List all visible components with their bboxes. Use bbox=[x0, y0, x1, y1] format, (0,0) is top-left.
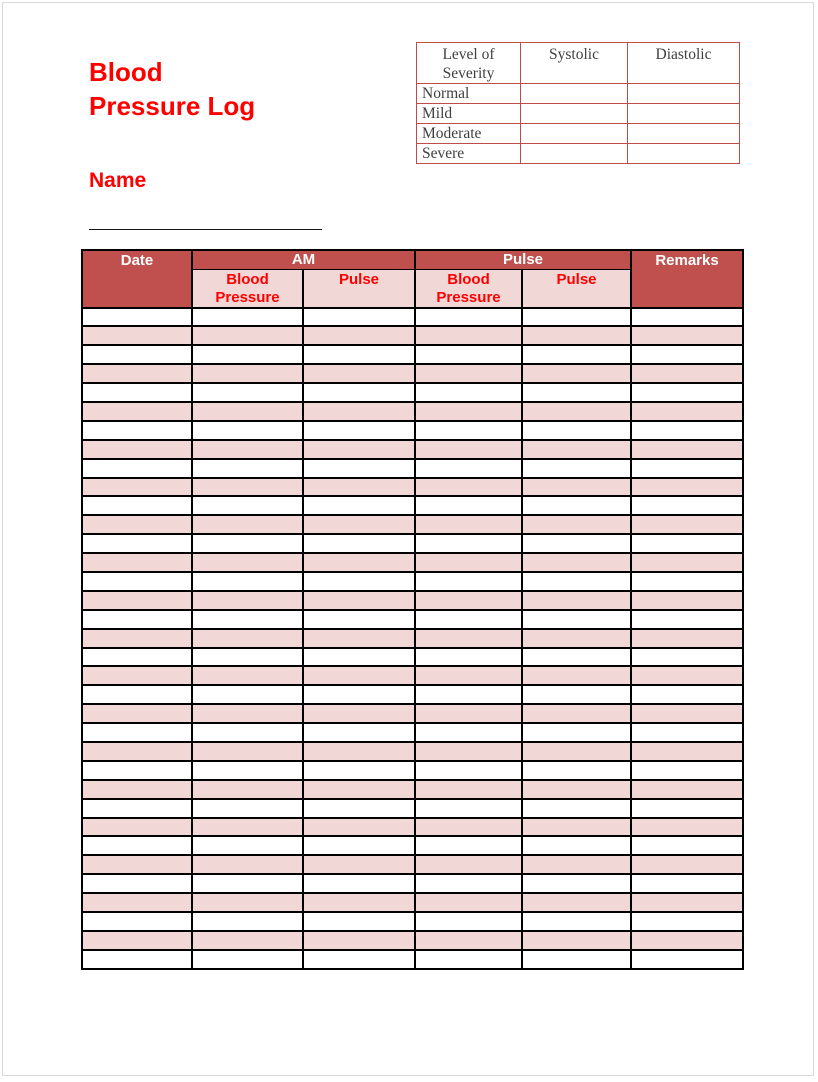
log-empty-cell bbox=[631, 572, 743, 591]
log-empty-cell bbox=[631, 799, 743, 818]
log-table-body bbox=[82, 308, 743, 969]
severity-empty-cell bbox=[521, 84, 628, 104]
log-empty-cell bbox=[631, 685, 743, 704]
log-empty-cell bbox=[522, 874, 631, 893]
log-empty-cell bbox=[82, 402, 192, 421]
log-empty-cell bbox=[82, 345, 192, 364]
severity-row-label: Mild bbox=[417, 104, 521, 124]
severity-row-label: Normal bbox=[417, 84, 521, 104]
log-row bbox=[82, 912, 743, 931]
log-empty-cell bbox=[631, 855, 743, 874]
log-empty-cell bbox=[303, 704, 415, 723]
log-row bbox=[82, 591, 743, 610]
log-empty-cell bbox=[522, 855, 631, 874]
log-empty-cell bbox=[522, 836, 631, 855]
log-empty-cell bbox=[631, 402, 743, 421]
log-row bbox=[82, 836, 743, 855]
log-empty-cell bbox=[631, 308, 743, 327]
log-empty-cell bbox=[303, 761, 415, 780]
log-empty-cell bbox=[415, 836, 522, 855]
log-empty-cell bbox=[303, 572, 415, 591]
log-empty-cell bbox=[415, 496, 522, 515]
log-row bbox=[82, 818, 743, 837]
log-empty-cell bbox=[82, 572, 192, 591]
log-row bbox=[82, 478, 743, 497]
log-empty-cell bbox=[192, 874, 303, 893]
log-empty-cell bbox=[415, 515, 522, 534]
log-empty-cell bbox=[415, 402, 522, 421]
log-empty-cell bbox=[82, 515, 192, 534]
doc-title-line2: Pressure Log bbox=[89, 91, 256, 121]
log-empty-cell bbox=[192, 440, 303, 459]
log-empty-cell bbox=[82, 666, 192, 685]
severity-empty-cell bbox=[628, 104, 740, 124]
log-empty-cell bbox=[192, 723, 303, 742]
log-empty-cell bbox=[415, 666, 522, 685]
log-empty-cell bbox=[82, 364, 192, 383]
log-empty-cell bbox=[522, 553, 631, 572]
doc-title bbox=[89, 55, 255, 123]
log-empty-cell bbox=[631, 610, 743, 629]
log-empty-cell bbox=[82, 440, 192, 459]
log-empty-cell bbox=[192, 572, 303, 591]
log-empty-cell bbox=[415, 572, 522, 591]
log-empty-cell bbox=[415, 591, 522, 610]
severity-empty-cell bbox=[628, 144, 740, 164]
severity-empty-cell bbox=[628, 124, 740, 144]
log-empty-cell bbox=[192, 818, 303, 837]
log-empty-cell bbox=[82, 912, 192, 931]
name-fill-line bbox=[89, 203, 322, 230]
log-empty-cell bbox=[82, 893, 192, 912]
log-empty-cell bbox=[82, 874, 192, 893]
log-row bbox=[82, 704, 743, 723]
log-empty-cell bbox=[192, 836, 303, 855]
severity-row-label: Moderate bbox=[417, 124, 521, 144]
log-row bbox=[82, 534, 743, 553]
log-empty-cell bbox=[522, 950, 631, 969]
log-empty-cell bbox=[415, 421, 522, 440]
severity-row bbox=[417, 124, 740, 144]
log-empty-cell bbox=[192, 402, 303, 421]
log-header-group-row bbox=[82, 250, 743, 269]
log-empty-cell bbox=[522, 534, 631, 553]
log-empty-cell bbox=[192, 893, 303, 912]
log-empty-cell bbox=[192, 742, 303, 761]
log-empty-cell bbox=[631, 874, 743, 893]
severity-empty-cell bbox=[521, 144, 628, 164]
log-row bbox=[82, 440, 743, 459]
log-row bbox=[82, 685, 743, 704]
log-empty-cell bbox=[631, 704, 743, 723]
log-empty-cell bbox=[522, 818, 631, 837]
log-row bbox=[82, 874, 743, 893]
log-row bbox=[82, 326, 743, 345]
log-empty-cell bbox=[522, 515, 631, 534]
log-empty-cell bbox=[303, 308, 415, 327]
log-empty-cell bbox=[415, 610, 522, 629]
log-empty-cell bbox=[631, 364, 743, 383]
log-empty-cell bbox=[303, 515, 415, 534]
log-empty-cell bbox=[303, 874, 415, 893]
log-empty-cell bbox=[415, 534, 522, 553]
log-empty-cell bbox=[192, 610, 303, 629]
log-empty-cell bbox=[303, 666, 415, 685]
log-row bbox=[82, 780, 743, 799]
log-empty-cell bbox=[192, 912, 303, 931]
log-empty-cell bbox=[82, 836, 192, 855]
log-row bbox=[82, 931, 743, 950]
log-empty-cell bbox=[522, 761, 631, 780]
log-empty-cell bbox=[303, 685, 415, 704]
log-empty-cell bbox=[522, 704, 631, 723]
log-empty-cell bbox=[522, 383, 631, 402]
log-row bbox=[82, 383, 743, 402]
severity-empty-cell bbox=[521, 124, 628, 144]
log-empty-cell bbox=[82, 534, 192, 553]
log-empty-cell bbox=[82, 421, 192, 440]
log-empty-cell bbox=[415, 912, 522, 931]
log-empty-cell bbox=[522, 666, 631, 685]
log-row bbox=[82, 496, 743, 515]
log-empty-cell bbox=[631, 553, 743, 572]
log-empty-cell bbox=[631, 345, 743, 364]
log-row bbox=[82, 648, 743, 667]
severity-table bbox=[416, 42, 740, 164]
log-empty-cell bbox=[303, 534, 415, 553]
log-empty-cell bbox=[415, 345, 522, 364]
log-row bbox=[82, 459, 743, 478]
log-empty-cell bbox=[192, 478, 303, 497]
log-empty-cell bbox=[522, 912, 631, 931]
log-empty-cell bbox=[303, 648, 415, 667]
log-subheader-pm-blood-pressure: Blood Pressure bbox=[415, 269, 522, 308]
log-row bbox=[82, 553, 743, 572]
log-row bbox=[82, 345, 743, 364]
log-empty-cell bbox=[522, 364, 631, 383]
log-empty-cell bbox=[303, 345, 415, 364]
log-empty-cell bbox=[631, 515, 743, 534]
log-empty-cell bbox=[192, 308, 303, 327]
log-empty-cell bbox=[631, 893, 743, 912]
log-row bbox=[82, 629, 743, 648]
log-empty-cell bbox=[192, 685, 303, 704]
severity-header-systolic: Systolic bbox=[521, 43, 628, 84]
log-empty-cell bbox=[522, 931, 631, 950]
log-empty-cell bbox=[82, 950, 192, 969]
log-empty-cell bbox=[522, 440, 631, 459]
log-empty-cell bbox=[522, 685, 631, 704]
severity-row bbox=[417, 144, 740, 164]
log-empty-cell bbox=[631, 496, 743, 515]
log-empty-cell bbox=[82, 308, 192, 327]
log-empty-cell bbox=[522, 780, 631, 799]
log-empty-cell bbox=[192, 648, 303, 667]
log-empty-cell bbox=[82, 610, 192, 629]
log-row bbox=[82, 402, 743, 421]
log-empty-cell bbox=[415, 723, 522, 742]
log-empty-cell bbox=[631, 648, 743, 667]
log-empty-cell bbox=[192, 950, 303, 969]
log-empty-cell bbox=[631, 836, 743, 855]
log-empty-cell bbox=[303, 478, 415, 497]
log-empty-cell bbox=[522, 610, 631, 629]
severity-row bbox=[417, 84, 740, 104]
severity-empty-cell bbox=[628, 84, 740, 104]
log-empty-cell bbox=[303, 610, 415, 629]
log-empty-cell bbox=[522, 421, 631, 440]
log-empty-cell bbox=[631, 383, 743, 402]
log-row bbox=[82, 799, 743, 818]
log-header-am-group: AM bbox=[192, 250, 415, 269]
log-empty-cell bbox=[192, 931, 303, 950]
log-empty-cell bbox=[303, 799, 415, 818]
log-empty-cell bbox=[82, 629, 192, 648]
log-row bbox=[82, 421, 743, 440]
doc-title-line1: Blood bbox=[89, 57, 163, 87]
log-empty-cell bbox=[631, 723, 743, 742]
log-empty-cell bbox=[303, 818, 415, 837]
log-empty-cell bbox=[192, 761, 303, 780]
log-empty-cell bbox=[192, 326, 303, 345]
log-empty-cell bbox=[415, 780, 522, 799]
log-empty-cell bbox=[631, 534, 743, 553]
log-empty-cell bbox=[192, 780, 303, 799]
log-empty-cell bbox=[415, 799, 522, 818]
log-empty-cell bbox=[303, 780, 415, 799]
log-empty-cell bbox=[522, 591, 631, 610]
log-empty-cell bbox=[522, 742, 631, 761]
log-empty-cell bbox=[82, 818, 192, 837]
log-empty-cell bbox=[192, 534, 303, 553]
log-empty-cell bbox=[303, 421, 415, 440]
log-empty-cell bbox=[415, 459, 522, 478]
log-empty-cell bbox=[192, 515, 303, 534]
log-header-date: Date bbox=[82, 250, 192, 308]
log-empty-cell bbox=[415, 478, 522, 497]
log-empty-cell bbox=[303, 836, 415, 855]
log-empty-cell bbox=[82, 742, 192, 761]
log-empty-cell bbox=[415, 742, 522, 761]
log-empty-cell bbox=[415, 383, 522, 402]
bp-log-table bbox=[81, 249, 744, 970]
log-empty-cell bbox=[631, 950, 743, 969]
log-empty-cell bbox=[82, 685, 192, 704]
log-empty-cell bbox=[631, 742, 743, 761]
log-empty-cell bbox=[631, 931, 743, 950]
log-empty-cell bbox=[192, 459, 303, 478]
log-empty-cell bbox=[82, 855, 192, 874]
log-row bbox=[82, 893, 743, 912]
log-subheader-pm-pulse: Pulse bbox=[522, 269, 631, 308]
log-empty-cell bbox=[192, 591, 303, 610]
log-empty-cell bbox=[303, 591, 415, 610]
log-empty-cell bbox=[303, 629, 415, 648]
log-empty-cell bbox=[192, 383, 303, 402]
log-empty-cell bbox=[415, 648, 522, 667]
log-row bbox=[82, 610, 743, 629]
log-row bbox=[82, 515, 743, 534]
log-header-pm-group: Pulse bbox=[415, 250, 631, 269]
log-empty-cell bbox=[82, 553, 192, 572]
log-row bbox=[82, 950, 743, 969]
log-empty-cell bbox=[303, 553, 415, 572]
log-empty-cell bbox=[303, 893, 415, 912]
severity-header-row bbox=[417, 43, 740, 84]
log-empty-cell bbox=[82, 326, 192, 345]
log-empty-cell bbox=[522, 402, 631, 421]
log-empty-cell bbox=[192, 855, 303, 874]
log-empty-cell bbox=[192, 553, 303, 572]
log-empty-cell bbox=[415, 553, 522, 572]
log-empty-cell bbox=[192, 666, 303, 685]
log-empty-cell bbox=[82, 496, 192, 515]
log-empty-cell bbox=[415, 685, 522, 704]
log-empty-cell bbox=[82, 459, 192, 478]
log-empty-cell bbox=[415, 440, 522, 459]
log-empty-cell bbox=[192, 421, 303, 440]
log-empty-cell bbox=[82, 648, 192, 667]
log-empty-cell bbox=[303, 402, 415, 421]
log-empty-cell bbox=[303, 912, 415, 931]
log-empty-cell bbox=[303, 931, 415, 950]
log-empty-cell bbox=[522, 496, 631, 515]
severity-header-level: Level of Severity bbox=[417, 43, 521, 84]
log-row bbox=[82, 723, 743, 742]
log-row bbox=[82, 761, 743, 780]
log-empty-cell bbox=[631, 326, 743, 345]
log-empty-cell bbox=[82, 704, 192, 723]
log-empty-cell bbox=[415, 308, 522, 327]
log-empty-cell bbox=[631, 421, 743, 440]
log-empty-cell bbox=[303, 723, 415, 742]
log-empty-cell bbox=[631, 818, 743, 837]
severity-table-body bbox=[417, 84, 740, 164]
log-subheader-am-blood-pressure: Blood Pressure bbox=[192, 269, 303, 308]
log-empty-cell bbox=[631, 478, 743, 497]
log-row bbox=[82, 572, 743, 591]
severity-header-diastolic: Diastolic bbox=[628, 43, 740, 84]
log-row bbox=[82, 364, 743, 383]
log-empty-cell bbox=[303, 364, 415, 383]
log-empty-cell bbox=[415, 326, 522, 345]
log-empty-cell bbox=[303, 855, 415, 874]
log-empty-cell bbox=[415, 893, 522, 912]
log-empty-cell bbox=[303, 326, 415, 345]
log-empty-cell bbox=[415, 761, 522, 780]
log-empty-cell bbox=[192, 799, 303, 818]
log-row bbox=[82, 855, 743, 874]
name-label: Name bbox=[89, 169, 147, 192]
log-empty-cell bbox=[303, 950, 415, 969]
log-empty-cell bbox=[415, 364, 522, 383]
log-empty-cell bbox=[522, 893, 631, 912]
log-empty-cell bbox=[522, 345, 631, 364]
log-empty-cell bbox=[82, 780, 192, 799]
log-empty-cell bbox=[522, 572, 631, 591]
log-empty-cell bbox=[82, 383, 192, 402]
log-header-remarks: Remarks bbox=[631, 250, 743, 308]
log-empty-cell bbox=[82, 799, 192, 818]
log-empty-cell bbox=[415, 950, 522, 969]
log-empty-cell bbox=[303, 459, 415, 478]
log-empty-cell bbox=[415, 704, 522, 723]
log-empty-cell bbox=[631, 459, 743, 478]
document-page bbox=[2, 2, 814, 1076]
log-empty-cell bbox=[303, 383, 415, 402]
log-empty-cell bbox=[82, 723, 192, 742]
log-empty-cell bbox=[415, 874, 522, 893]
log-empty-cell bbox=[631, 666, 743, 685]
severity-empty-cell bbox=[521, 104, 628, 124]
log-empty-cell bbox=[522, 326, 631, 345]
severity-row-label: Severe bbox=[417, 144, 521, 164]
log-empty-cell bbox=[631, 629, 743, 648]
log-row bbox=[82, 742, 743, 761]
log-empty-cell bbox=[192, 496, 303, 515]
log-empty-cell bbox=[522, 459, 631, 478]
log-empty-cell bbox=[192, 345, 303, 364]
log-empty-cell bbox=[415, 931, 522, 950]
log-empty-cell bbox=[522, 629, 631, 648]
log-empty-cell bbox=[631, 780, 743, 799]
log-empty-cell bbox=[522, 648, 631, 667]
log-empty-cell bbox=[303, 496, 415, 515]
log-empty-cell bbox=[522, 308, 631, 327]
log-empty-cell bbox=[631, 440, 743, 459]
log-empty-cell bbox=[415, 818, 522, 837]
log-empty-cell bbox=[192, 364, 303, 383]
log-empty-cell bbox=[415, 629, 522, 648]
log-empty-cell bbox=[631, 761, 743, 780]
log-empty-cell bbox=[82, 478, 192, 497]
log-row bbox=[82, 666, 743, 685]
log-empty-cell bbox=[522, 478, 631, 497]
log-empty-cell bbox=[303, 440, 415, 459]
log-empty-cell bbox=[522, 799, 631, 818]
severity-row bbox=[417, 104, 740, 124]
log-empty-cell bbox=[522, 723, 631, 742]
log-empty-cell bbox=[192, 704, 303, 723]
log-empty-cell bbox=[82, 591, 192, 610]
log-row bbox=[82, 308, 743, 327]
log-subheader-am-pulse: Pulse bbox=[303, 269, 415, 308]
log-empty-cell bbox=[82, 931, 192, 950]
log-empty-cell bbox=[631, 591, 743, 610]
log-empty-cell bbox=[82, 761, 192, 780]
log-empty-cell bbox=[192, 629, 303, 648]
log-empty-cell bbox=[415, 855, 522, 874]
log-empty-cell bbox=[631, 912, 743, 931]
log-empty-cell bbox=[303, 742, 415, 761]
